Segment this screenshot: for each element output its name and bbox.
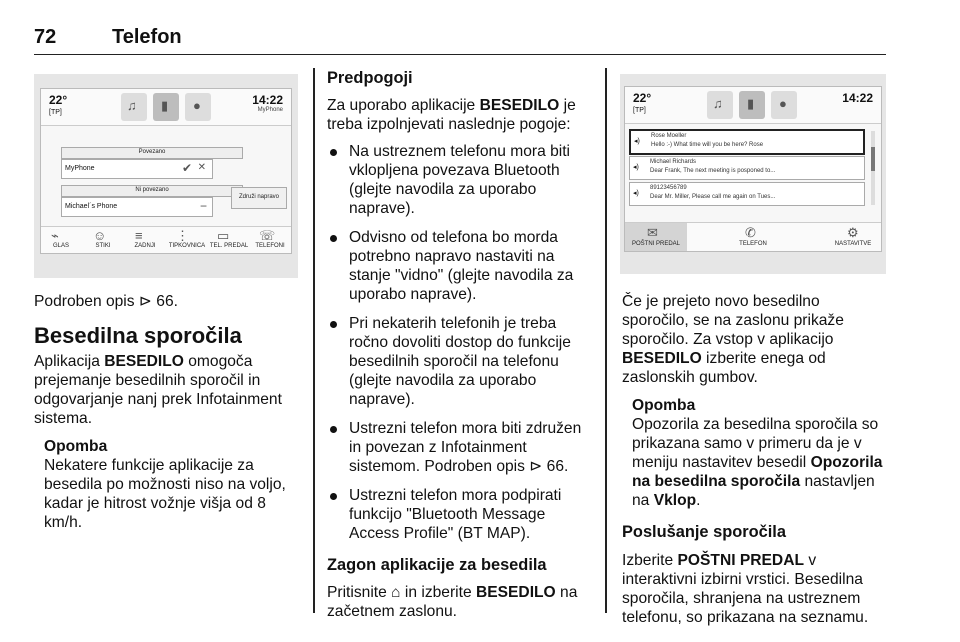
phone-tab[interactable] <box>739 91 765 119</box>
screen-display <box>624 86 882 252</box>
music-icon: ♫ <box>127 98 137 113</box>
listening-heading: Poslušanje sporočila <box>622 523 786 541</box>
intro-post: omogoča prejemanje besedilnih sporočil in odgovarjanje nanj prek Infotainment sistema. <box>34 353 282 427</box>
column-divider-2 <box>605 68 607 613</box>
list-item: Ustrezni telefon mora biti združen in povezan z Infotainment sistemom. Podroben opis ⊳ 66. <box>327 419 595 476</box>
phone-tab[interactable] <box>153 93 179 121</box>
message-preview: Dear Mr. Miller, Please call me again on Tues... <box>650 194 776 200</box>
column-divider-1 <box>313 68 315 613</box>
ref-text: Podroben opis ⊳ 66. <box>34 293 178 310</box>
text-messages-screen <box>620 74 886 274</box>
status-bar <box>41 89 291 126</box>
phone-name: MyPhone <box>257 107 283 113</box>
p2-pre: Izberite <box>622 552 678 569</box>
nav-inbox[interactable]: TEL. PREDAL <box>209 243 249 249</box>
contacts-icon: ☺ <box>93 228 107 243</box>
start-heading: Zagon aplikacije za besedila <box>327 556 547 574</box>
right-column <box>622 292 888 627</box>
not-connected-header <box>61 185 243 197</box>
intro-bold: BESEDILO <box>104 353 184 370</box>
list-item: Ustrezni telefon mora podpirati funkcijo "Bluetooth Message Access Profile" (BT MAP). <box>327 486 595 543</box>
pin-icon: ● <box>779 96 787 111</box>
prereq-intro-post: je treba izpolnjevati naslednje pogoje: <box>327 97 576 133</box>
note-title: Opomba <box>44 438 108 455</box>
home-icon: ⌂ <box>391 584 401 601</box>
intro-pre: Aplikacija <box>34 353 105 370</box>
start-post: na začetnem zaslonu. <box>327 584 578 620</box>
start-mid: in izberite <box>400 584 476 601</box>
pair-device-button[interactable] <box>231 187 287 209</box>
recent-icon: ≡ <box>135 228 143 243</box>
scrollbar[interactable] <box>871 131 875 205</box>
start-pre: Pritisnite <box>327 584 392 601</box>
status-bar <box>625 87 881 124</box>
prereq-intro <box>327 96 595 134</box>
nav-tab[interactable] <box>185 93 211 121</box>
connected-header-label: Povezano <box>138 149 166 155</box>
prereq-heading: Predpogoji <box>327 69 413 87</box>
left-column <box>34 292 300 532</box>
nav-phone[interactable]: TELEFON <box>739 241 767 247</box>
not-connected-device-name: Michael´s Phone <box>65 203 118 210</box>
message-row[interactable] <box>629 182 865 206</box>
speaker-icon: ◂) <box>633 164 639 171</box>
mail-icon: ✉ <box>647 225 658 240</box>
audio-tab[interactable] <box>121 93 147 121</box>
inbox-icon: ▭ <box>217 228 230 243</box>
tp-indicator: [TP] <box>633 107 646 114</box>
temperature: 22° <box>49 93 68 107</box>
middle-column <box>327 68 595 621</box>
note-text: Opozorila za besedilna sporočila so prikazana samo v primeru da je v meniju nastavitev besedil Opozorila na besedilna sporočila nastavljen na Vklop. <box>632 416 883 509</box>
new-message-paragraph <box>622 292 888 387</box>
p2-bold: POŠTNI PREDAL <box>677 552 804 569</box>
pin-icon: ● <box>193 98 201 113</box>
nav-tab[interactable] <box>771 91 797 119</box>
prereq-intro-pre: Za uporabo aplikacije <box>327 97 480 114</box>
nav-keypad[interactable]: TIPKOVNICA <box>168 243 206 249</box>
tp-indicator: [TP] <box>49 109 62 116</box>
p1-bold: BESEDILO <box>622 350 702 367</box>
nav-recent[interactable]: ZADNJI <box>134 243 156 249</box>
connected-header <box>61 147 243 159</box>
not-connected-header-label: Ni povezano <box>135 187 169 193</box>
message-row[interactable] <box>629 156 865 180</box>
check-icon[interactable]: ✔ <box>181 161 192 175</box>
message-sender: 89123456789 <box>650 185 687 191</box>
start-paragraph <box>327 583 595 621</box>
p1-post: izberite enega od zaslonskih gumbov. <box>622 350 826 386</box>
phone-devices-screen <box>34 74 298 278</box>
section-heading: Besedilna sporočila <box>34 323 242 348</box>
listening-paragraph <box>622 551 888 627</box>
screen-display <box>40 88 292 254</box>
scrollbar-thumb[interactable] <box>871 147 875 171</box>
nav-inbox[interactable]: POŠTNI PREDAL <box>631 241 680 247</box>
list-item: Pri nekaterih telefonih je treba ročno dovoliti dostop do funkcije besedilnih sporočil na telefonu (glejte navodila za uporabo naprave). <box>327 314 595 409</box>
music-icon: ♫ <box>713 96 723 111</box>
pair-device-label: Združi napravo <box>238 194 280 200</box>
note-title: Opomba <box>632 397 696 414</box>
connected-device-name: MyPhone <box>65 165 95 172</box>
gear-icon: ⚙ <box>847 225 859 240</box>
message-preview: Hello :-) What time will you be here? Rose <box>651 142 764 148</box>
connected-device-row[interactable] <box>61 159 213 179</box>
p2-post: v interaktivni izbirni vrstici. Besedilna sporočila, shranjena na ustreznem telefonu, so prikazana na seznamu. <box>622 552 869 626</box>
phone-icon: ▮ <box>161 98 169 113</box>
message-sender: Rose Moeller <box>651 133 687 139</box>
nav-phones[interactable]: TELEFONI <box>255 243 285 249</box>
start-bold: BESEDILO <box>475 584 556 601</box>
bottom-nav <box>41 226 291 253</box>
audio-tab[interactable] <box>707 91 733 119</box>
phone-icon: ▮ <box>747 96 755 111</box>
note-text: Nekatere funkcije aplikacije za besedila po možnosti niso na voljo, kadar je hitrost vožnje višja od 8 km/h. <box>44 457 286 531</box>
minus-icon[interactable]: − <box>199 199 207 213</box>
note-block <box>622 396 888 510</box>
nav-voice[interactable]: GLAS <box>52 243 69 249</box>
nav-settings[interactable]: NASTAVITVE <box>834 241 872 247</box>
phone-handset-icon: ✆ <box>745 225 756 240</box>
prereq-intro-bold: BESEDILO <box>479 97 560 114</box>
close-icon[interactable]: ✕ <box>197 162 206 173</box>
nav-contacts[interactable]: STIKI <box>95 243 111 249</box>
speaker-icon: ◂) <box>634 138 640 145</box>
p1-pre: Če je prejeto novo besedilno sporočilo, se na zaslonu prikaže sporočilo. Za vstop v aplikacijo <box>622 293 844 348</box>
list-item: Na ustreznem telefonu mora biti vklopljena povezava Bluetooth (glejte navodila za uporabo naprave). <box>327 142 595 218</box>
intro-paragraph <box>34 352 300 428</box>
page-header <box>34 24 886 55</box>
message-sender: Michael Richards <box>650 159 697 165</box>
keypad-icon: ⋮ <box>176 228 189 243</box>
list-item: Odvisno od telefona bo morda potrebno napravo nastaviti na stanje "vidno" (glejte navodila za uporabo naprave). <box>327 228 595 304</box>
bottom-nav <box>625 222 881 251</box>
voice-icon: ⌁ <box>51 228 59 243</box>
not-connected-device-row[interactable] <box>61 197 213 217</box>
note-block <box>34 437 300 532</box>
temperature: 22° <box>633 91 652 105</box>
page-number: 72 <box>34 26 57 48</box>
clock: 14:22 <box>842 91 873 105</box>
prereq-list <box>327 142 595 543</box>
message-preview: Dear Frank, The next meeting is posponed to... <box>650 168 776 174</box>
chapter-title: Telefon <box>112 26 182 48</box>
phones-icon: ☏ <box>259 228 276 243</box>
speaker-icon: ◂) <box>633 190 639 197</box>
message-row[interactable] <box>629 129 865 155</box>
clock: 14:22 <box>252 93 283 107</box>
